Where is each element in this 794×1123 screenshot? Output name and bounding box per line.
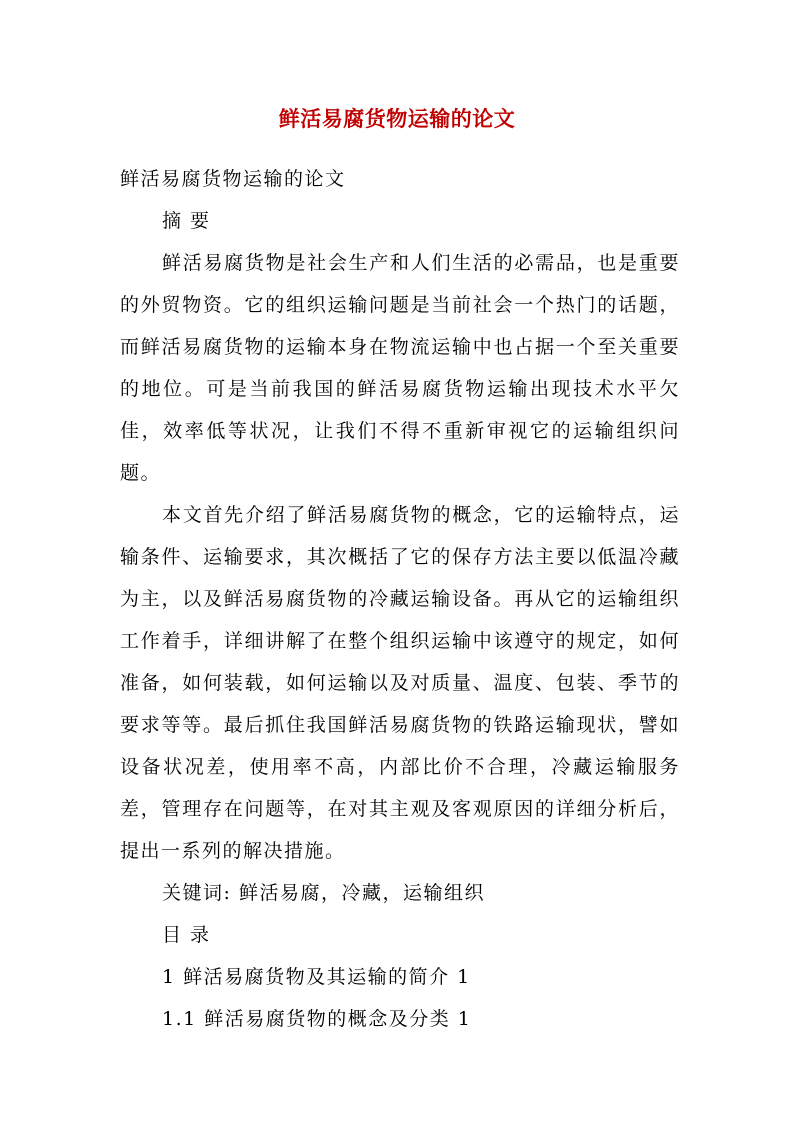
toc-heading: 目 录 bbox=[162, 924, 211, 946]
abstract-heading: 摘 要 bbox=[162, 210, 211, 232]
document-title: 鲜活易腐货物运输的论文 bbox=[278, 106, 516, 131]
toc-entry: 1 鲜活易腐货物及其运输的简介 1 bbox=[162, 966, 471, 988]
toc-entry: 1.1 鲜活易腐货物的概念及分类 1 bbox=[162, 1008, 472, 1030]
document-subtitle: 鲜活易腐货物运输的论文 bbox=[120, 168, 346, 190]
abstract-paragraph-2: 本文首先介绍了鲜活易腐货物的概念，它的运输特点，运输条件、运输要求，其次概括了它的保存方法主要以低温冷藏为主，以及鲜活易腐货物的冷藏运输设备。再从它的运输组织工作着手，详细讲解了在整个组织运输中该遵守的规定，如何准备，如何装载，如何运输以及对质量、温度、包装、季节的要求等等。最后抓住我国鲜活易腐货物的铁路运输现状，譬如设备状况差，使用率不高，内部比价不合理，冷藏运输服务差，管理存在问题等，在对其主观及客观原因的详细分析后，提出一系列的解决措施。 bbox=[120, 504, 680, 862]
keywords-line: 关键词: 鲜活易腐，冷藏，运输组织 bbox=[162, 882, 485, 904]
abstract-paragraph-1: 鲜活易腐货物是社会生产和人们生活的必需品，也是重要的外贸物资。它的组织运输问题是当前社会一个热门的话题，而鲜活易腐货物的运输本身在物流运输中也占据一个至关重要的地位。可是当前我国的鲜活易腐货物运输出现技术水平欠佳，效率低等状况，让我们不得不重新审视它的运输组织问题。 bbox=[120, 252, 680, 484]
document-body bbox=[120, 158, 680, 1040]
